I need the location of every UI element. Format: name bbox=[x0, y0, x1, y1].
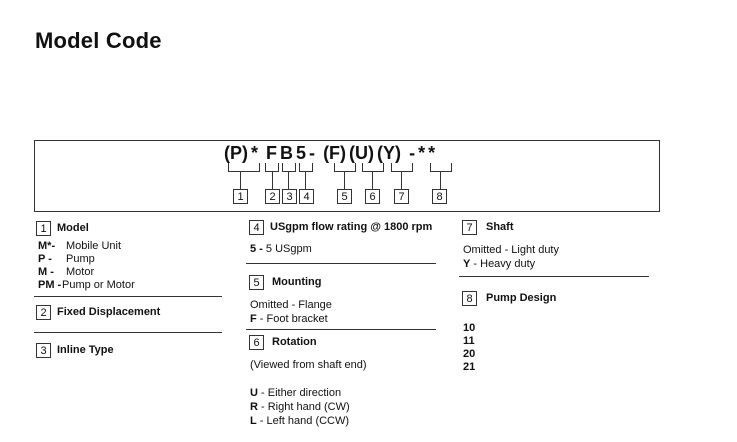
design-value: 21 bbox=[463, 361, 476, 373]
bracket-1 bbox=[228, 163, 260, 172]
position-box-1: 1 bbox=[233, 189, 248, 204]
section-inline-heading: Inline Type bbox=[57, 344, 114, 356]
design-value: 11 bbox=[463, 335, 475, 347]
divider bbox=[34, 296, 222, 297]
bracket-7 bbox=[391, 163, 413, 172]
model-option: M*- Mobile Unit bbox=[38, 240, 122, 252]
code-part: (F) bbox=[323, 143, 347, 163]
mounting-option-omitted: Omitted - Flange bbox=[250, 299, 332, 311]
bracket-3 bbox=[282, 163, 296, 172]
section-model-heading: Model bbox=[57, 222, 89, 234]
model-code-string bbox=[224, 143, 438, 164]
rotation-option-list bbox=[250, 386, 350, 428]
design-value-list bbox=[463, 322, 475, 374]
code-part: F bbox=[266, 143, 278, 163]
stem-3 bbox=[288, 171, 289, 189]
section-design-heading: Pump Design bbox=[486, 292, 557, 304]
stem-1 bbox=[240, 171, 241, 189]
code-part: * bbox=[428, 143, 436, 163]
section-flow-heading: USgpm flow rating @ 1800 rpm bbox=[270, 221, 433, 233]
section-fixed-heading: Fixed Displacement bbox=[57, 306, 161, 318]
shaft-option-omitted: Omitted - Light duty bbox=[463, 244, 559, 256]
stem-2 bbox=[272, 171, 273, 189]
code-part: - bbox=[409, 143, 416, 163]
rotation-note: (Viewed from shaft end) bbox=[250, 359, 367, 371]
divider bbox=[246, 263, 436, 264]
section-5-badge: 5 bbox=[249, 275, 264, 290]
divider bbox=[246, 329, 436, 330]
rotation-option: L - Left hand (CCW) bbox=[250, 415, 350, 427]
shaft-option-y: Y - Heavy duty bbox=[463, 258, 536, 270]
stem-4 bbox=[305, 171, 306, 189]
stem-7 bbox=[401, 171, 402, 189]
flow-option: 5 - 5 USgpm bbox=[250, 243, 312, 255]
code-part: 5 bbox=[296, 143, 307, 163]
code-part: (Y) bbox=[377, 143, 402, 163]
bracket-4 bbox=[299, 163, 313, 172]
position-box-8: 8 bbox=[432, 189, 447, 204]
model-option: P - Pump bbox=[38, 253, 95, 265]
section-rotation-heading: Rotation bbox=[272, 336, 317, 348]
rotation-option: U - Either direction bbox=[250, 387, 342, 399]
section-8-badge: 8 bbox=[462, 291, 477, 306]
divider bbox=[34, 332, 222, 333]
design-value: 20 bbox=[463, 348, 476, 360]
section-1-badge: 1 bbox=[36, 221, 51, 236]
bracket-5 bbox=[334, 163, 356, 172]
stem-5 bbox=[344, 171, 345, 189]
position-box-4: 4 bbox=[299, 189, 314, 204]
position-box-3: 3 bbox=[282, 189, 297, 204]
stem-8 bbox=[440, 171, 441, 189]
section-shaft-heading: Shaft bbox=[486, 221, 514, 233]
code-part: (P) bbox=[224, 143, 248, 163]
model-option: PM -Pump or Motor bbox=[38, 279, 135, 291]
section-2-badge: 2 bbox=[36, 305, 51, 320]
divider bbox=[459, 276, 649, 277]
mounting-option-f: F - Foot bracket bbox=[250, 313, 328, 325]
code-part: - bbox=[309, 143, 316, 163]
section-4-badge: 4 bbox=[249, 220, 264, 235]
rotation-option: R - Right hand (CW) bbox=[250, 401, 350, 413]
section-3-badge: 3 bbox=[36, 343, 51, 358]
position-box-2: 2 bbox=[265, 189, 280, 204]
stem-6 bbox=[372, 171, 373, 189]
code-part: B bbox=[280, 143, 294, 163]
model-option-list bbox=[38, 240, 135, 292]
position-box-5: 5 bbox=[337, 189, 352, 204]
code-part: * bbox=[418, 143, 426, 163]
model-option: M - Motor bbox=[38, 266, 95, 278]
code-part: * bbox=[251, 143, 259, 163]
bracket-8 bbox=[430, 163, 452, 172]
bracket-6 bbox=[362, 163, 384, 172]
page-title: Model Code bbox=[35, 28, 162, 53]
position-box-6: 6 bbox=[365, 189, 380, 204]
position-box-7: 7 bbox=[394, 189, 409, 204]
design-value: 10 bbox=[463, 322, 476, 334]
code-part: (U) bbox=[349, 143, 375, 163]
section-6-badge: 6 bbox=[249, 335, 264, 350]
section-mounting-heading: Mounting bbox=[272, 276, 322, 288]
section-7-badge: 7 bbox=[462, 220, 477, 235]
